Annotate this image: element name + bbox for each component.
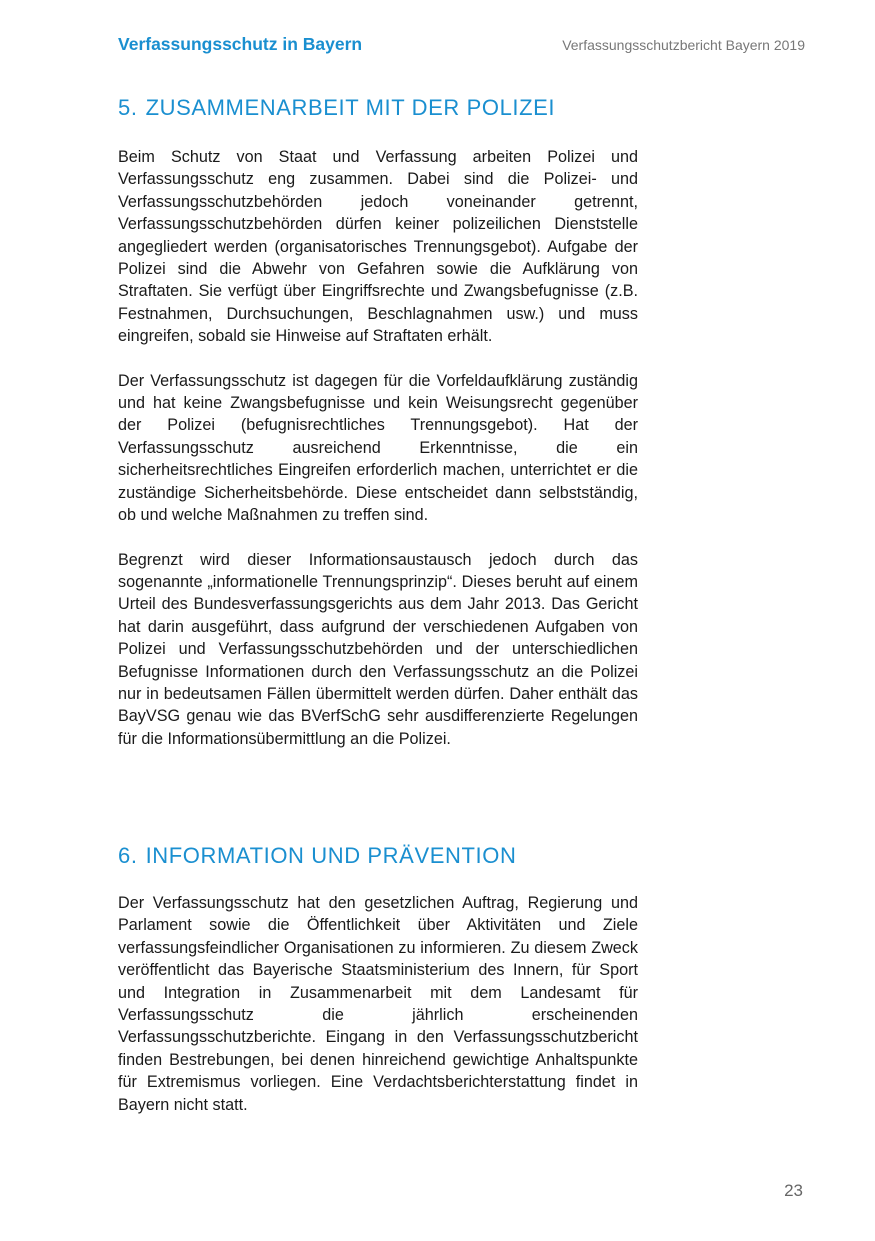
section-information-praevention [118, 842, 638, 1116]
running-header-title: Verfassungsschutz in Bayern [118, 34, 363, 54]
section-body [118, 146, 638, 750]
paragraph: Begrenzt wird dieser Informationsaustausch jedoch durch das sogenannte „informationelle Trennungsprinzip“. Dieses beruht auf einem Urteil des Bundesverfassungsgerichts aus dem Jahr 2013. Das Gericht hat darin ausgeführt, dass aufgrund der verschiedenen Aufgaben von Polizei und Verfassungsschutzbehörden und der unterschiedlichen Befugnisse Informationen durch den Verfassungsschutz an die Polizei nur in bedeutsamen Fällen übermittelt werden dürfen. Daher enthält das BayVSG genau wie das BVerfSchG sehr ausdifferenzierte Regelungen für die Informationsübermittlung an die Polizei. [118, 550, 638, 748]
section-body [118, 892, 638, 1116]
section-title: INFORMATION UND PRÄVENTION [145, 843, 517, 868]
section-heading [118, 94, 638, 122]
section-title: ZUSAMMENARBEIT MIT DER POLIZEI [145, 95, 556, 120]
paragraph: Der Verfassungsschutz ist dagegen für die Vorfeldaufklärung zuständig und hat keine Zwangsbefugnisse und kein Weisungsrecht gegenüber der Polizei (befugnisrechtliches Trennungsgebot). Hat der Verfassungsschutz ausreichend Erkenntnisse, die ein sicherheitsrechtliches Eingreifen erforderlich machen, unterrichtet er die zuständige Sicherheitsbehörde. Diese entscheidet dann selbstständig, ob und welche Maßnahmen zu treffen sind. [118, 371, 638, 525]
paragraph: Der Verfassungsschutz hat den gesetzlichen Auftrag, Regierung und Parlament sowie die Öffentlichkeit über Aktivitäten und Ziele verfassungsfeindlicher Organisationen zu informieren. Zu diesem Zweck veröffentlicht das Bayerische Staatsministerium des Innern, für Sport und Integration in Zusammenarbeit mit dem Landesamt für Verfassungsschutz die jährlich erscheinenden Verfassungsschutzberichte. Eingang in den Verfassungsschutzbericht finden Bestrebungen, bei denen hinreichend gewichtige Anhaltspunkte für Extremismus vorliegen. Eine Verdachtsberichterstattung findet in Bayern nicht statt. [118, 894, 638, 1114]
section-heading [118, 842, 638, 870]
section-number: 5. [118, 95, 138, 120]
section-number: 6. [118, 843, 138, 868]
section-zusammenarbeit-polizei [118, 94, 638, 750]
running-header-publication: Verfassungsschutzbericht Bayern 2019 [562, 37, 805, 53]
paragraph: Beim Schutz von Staat und Verfassung arbeiten Polizei und Verfassungsschutz eng zusammen. Dabei sind die Polizei- und Verfassungsschutzbehörden jedoch voneinander getrennt, Verfassungsschutzbehörden dürfen keiner polizeilichen Dienststelle angegliedert werden (organisatorisches Trennungsgebot). Aufgabe der Polizei sind die Abwehr von Gefahren sowie die Aufklärung von Straftaten. Sie verfügt über Eingriffsrechte und Zwangsbefugnisse (z.B. Festnahmen, Durchsuchungen, Beschlagnahmen usw.) und muss eingreifen, sobald sie Hinweise auf Straftaten erhält. [118, 148, 638, 346]
page-number: 23 [784, 1181, 803, 1200]
